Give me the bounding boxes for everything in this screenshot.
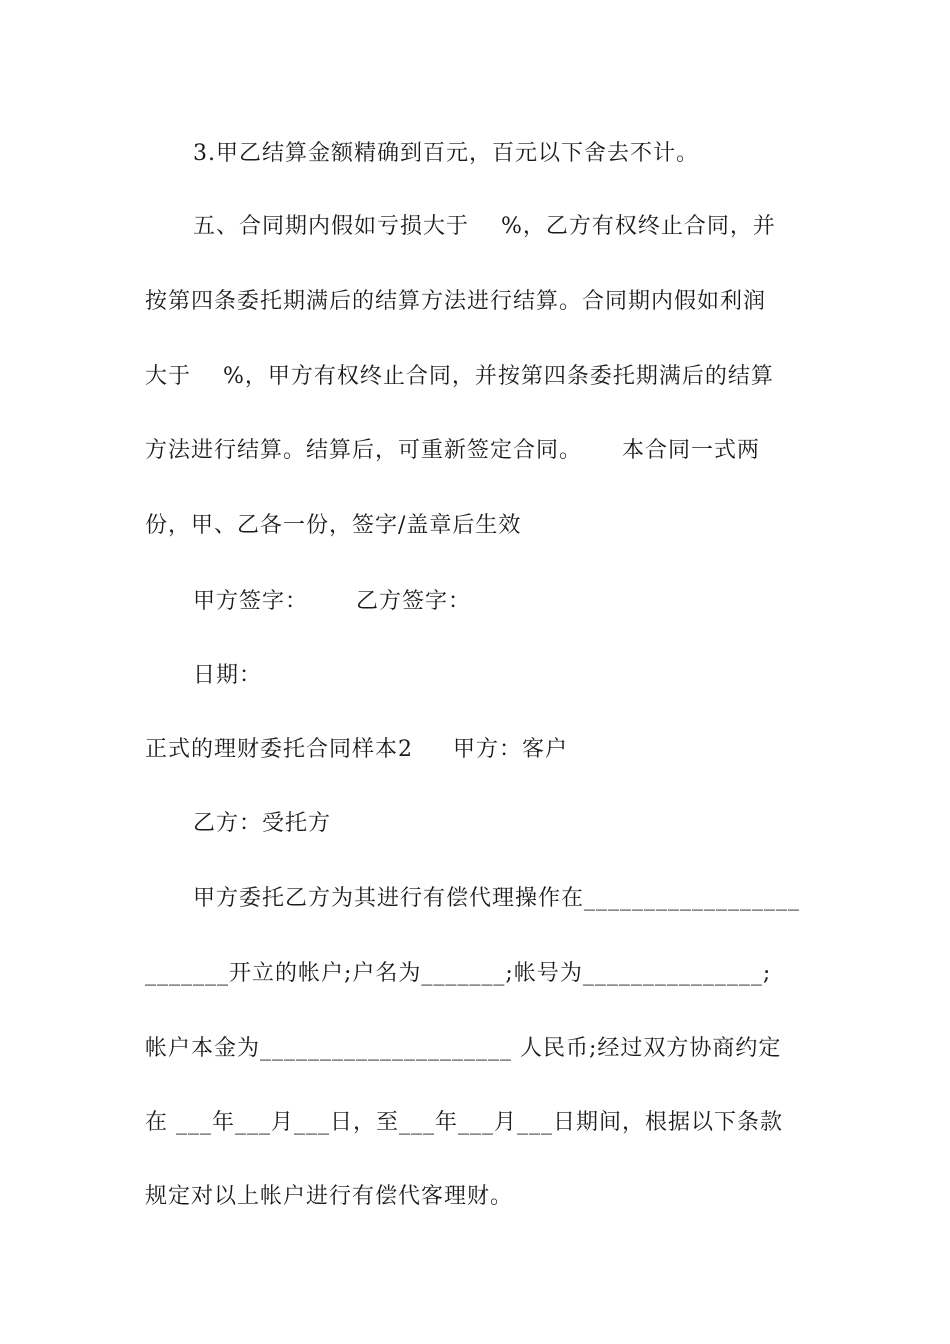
entrust-line-1: 甲方委托乙方为其进行有偿代理操作在__________________: [193, 886, 801, 911]
clause-five-line-4: 方法进行结算。结算后，可重新签定合同。 本合同一式两: [145, 438, 760, 463]
entrust-line-3: 帐户本金为_____________________ 人民币;经过双方协商约定: [145, 1036, 782, 1061]
clause-five-line-2: 按第四条委托期满后的结算方法进行结算。合同期内假如利润: [145, 289, 767, 314]
clause-five-line-3: 大于 %，甲方有权终止合同，并按第四条委托期满后的结算: [145, 364, 774, 389]
entrust-line-2: _______开立的帐户;户名为_______;帐号为_______________;: [145, 961, 772, 986]
signature-line: 甲方签字： 乙方签字：: [193, 589, 471, 614]
clause-five-line-5: 份，甲、乙各一份，签字/盖章后生效: [145, 513, 522, 538]
party-b-line: 乙方：受托方: [193, 811, 332, 836]
date-line: 日期：: [193, 663, 263, 688]
sample-2-title: 正式的理财委托合同样本2 甲方：客户: [145, 737, 568, 762]
entrust-line-4: 在 ___年___月___日，至___年___月___日期间，根据以下条款: [145, 1110, 783, 1135]
clause-settlement-precision: 3.甲乙结算金额精确到百元，百元以下舍去不计。: [193, 141, 699, 166]
entrust-line-5: 规定对以上帐户进行有偿代客理财。: [145, 1184, 514, 1209]
clause-five-line-1: 五、合同期内假如亏损大于 %，乙方有权终止合同，并: [193, 214, 776, 239]
